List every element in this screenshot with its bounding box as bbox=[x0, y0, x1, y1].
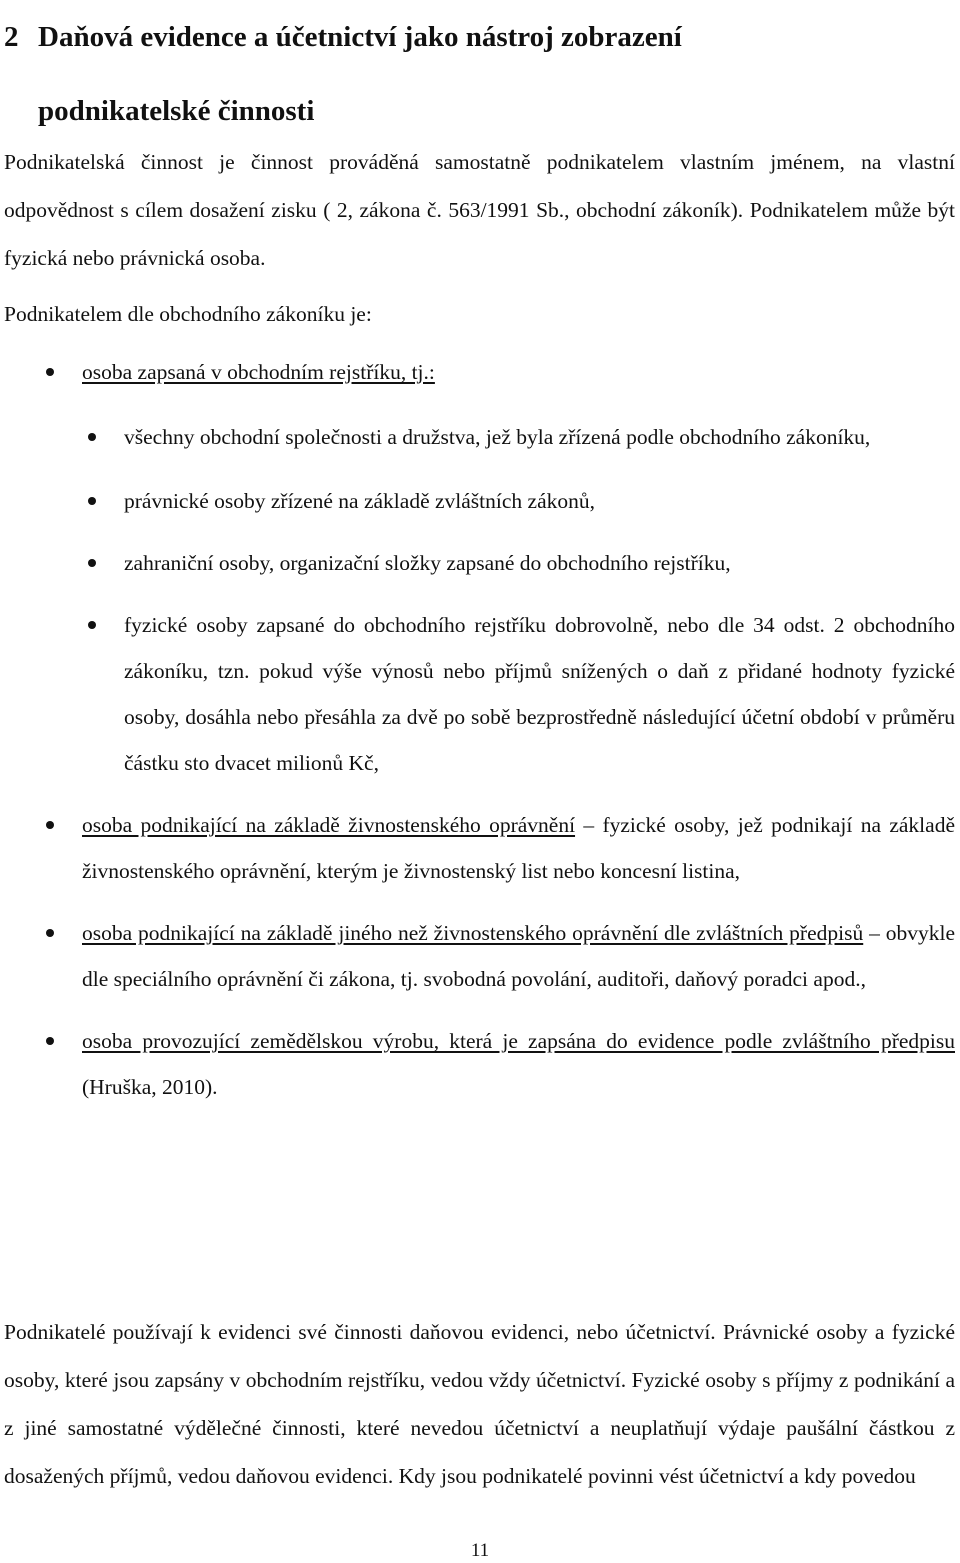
section-number: 2 bbox=[4, 21, 19, 53]
section-title-line2: podnikatelské činnosti bbox=[38, 95, 315, 127]
list-item-text: (Hruška, 2010). bbox=[82, 1075, 218, 1099]
bullet-icon bbox=[88, 433, 96, 441]
list-item bbox=[0, 349, 960, 395]
sub-list-item bbox=[0, 414, 960, 460]
closing-paragraph: Podnikatelé používají k evidenci své činnosti daňovou evidenci, nebo účetnictví. Právnické osoby a fyzické osoby, které jsou zapsány v obchodním rejstříku, vedou vždy účetnictví. Fyzické osoby s příjmy z podnikání a z jiné samostatné výdělečné činnosti, které nevedou účetnictví a neuplatňují výdaje paušální částkou z dosažených příjmů, vedou daňovou evidenci. Kdy jsou podnikatelé povinni vést účetnictví a kdy povedou bbox=[4, 1320, 955, 1488]
bullet-icon bbox=[88, 621, 96, 629]
section-heading bbox=[4, 0, 954, 148]
list-item bbox=[0, 802, 960, 894]
list-item-underlined-text: osoba provozující zemědělskou výrobu, která je zapsána do evidence podle zvláštního předpisu bbox=[82, 1029, 955, 1053]
bullet-icon bbox=[88, 497, 96, 505]
bullet-list-top bbox=[0, 349, 960, 395]
sub-list-item bbox=[0, 602, 960, 786]
list-item-text: osoba zapsaná v obchodním rejstříku, tj.: bbox=[82, 360, 435, 384]
bullet-icon bbox=[88, 559, 96, 567]
list-item bbox=[0, 1018, 960, 1110]
intro-paragraph: Podnikatelská činnost je činnost prováděná samostatně podnikatelem vlastním jménem, na vlastní odpovědnost s cílem dosažení zisku ( 2, zákona č. 563/1991 Sb., obchodní zákoník). Podnikatelem může být fyzická nebo právnická osoba. bbox=[4, 150, 955, 270]
sub-list-item bbox=[0, 478, 960, 524]
page-number: 11 bbox=[470, 1540, 490, 1561]
sub-list-item-text: fyzické osoby zapsané do obchodního rejstříku dobrovolně, nebo dle 34 odst. 2 obchodního zákoníku, tzn. pokud výše výnosů nebo příjmů snížených o daň z přidané hodnoty fyzické osoby, dosáhla nebo přesáhla za dvě po sobě bezprostředně následující účetní období v průměru částku sto dvacet milionů Kč, bbox=[124, 613, 955, 775]
sub-list-item-text: zahraniční osoby, organizační složky zapsané do obchodního rejstříku, bbox=[124, 551, 731, 575]
list-item-underlined-text: osoba podnikající na základě živnostenského oprávnění bbox=[82, 813, 576, 837]
bullet-icon bbox=[46, 929, 54, 937]
list-item-underlined-text: osoba podnikající na základě jiného než živnostenského oprávnění dle zvláštních předpisů bbox=[82, 921, 864, 945]
list-item-text: – obvykle dle speciálního oprávnění či zákona, tj. svobodná povolání, auditoři, daňový poradci apod., bbox=[82, 921, 955, 991]
bullet-icon bbox=[46, 1037, 54, 1045]
sub-list-item bbox=[0, 540, 960, 586]
sub-list-item-text: právnické osoby zřízené na základě zvláštních zákonů, bbox=[124, 489, 595, 513]
section-title-line1: Daňová evidence a účetnictví jako nástroj zobrazení bbox=[38, 21, 682, 53]
bullet-list bbox=[0, 414, 960, 1110]
lead-paragraph: Podnikatelem dle obchodního zákoníku je: bbox=[4, 302, 372, 326]
list-item-text: – fyzické osoby, jež podnikají na základě živnostenského oprávnění, kterým je živnostenský list nebo koncesní listina, bbox=[82, 813, 955, 883]
list-item bbox=[0, 910, 960, 1002]
sub-list-item-text: všechny obchodní společnosti a družstva, jež byla zřízená podle obchodního zákoníku, bbox=[124, 425, 871, 449]
bullet-icon bbox=[46, 821, 54, 829]
bullet-icon bbox=[46, 368, 54, 376]
